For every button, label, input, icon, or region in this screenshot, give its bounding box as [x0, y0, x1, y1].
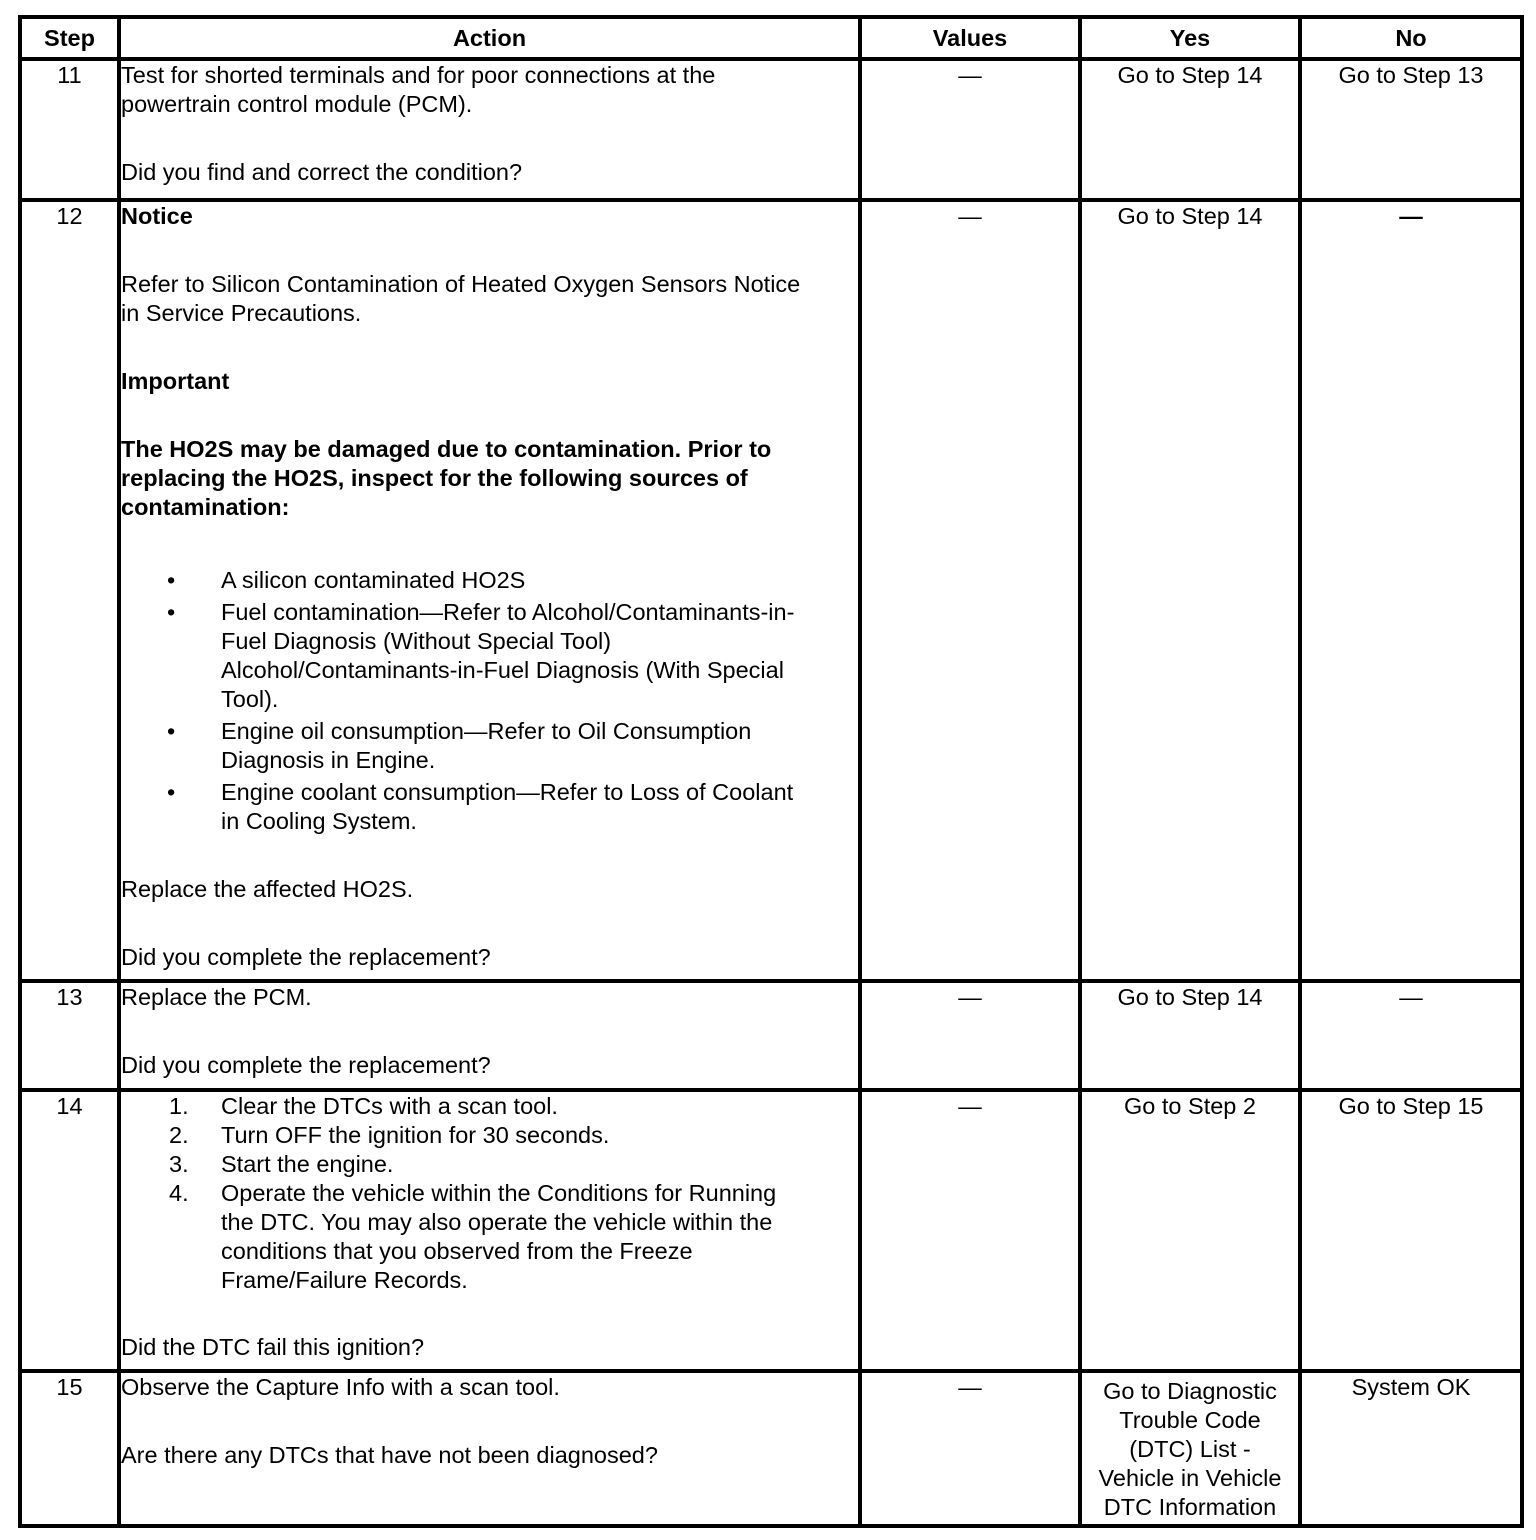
bullet-icon: • [167, 779, 176, 805]
list-item [121, 717, 858, 775]
list-item [121, 1179, 858, 1295]
no-cell: System OK [1300, 1371, 1522, 1526]
no-cell: Go to Step 13 [1300, 59, 1522, 200]
action-question: Did you complete the replacement? [121, 944, 491, 970]
values-cell: — [860, 1090, 1080, 1371]
yes-cell: Go to Step 14 [1080, 981, 1300, 1090]
yes-cell: Go to Step 2 [1080, 1090, 1300, 1371]
yes-cell: Go to Step 14 [1080, 200, 1300, 981]
action-cell [119, 1371, 860, 1526]
action-text: Test for shorted terminals and for poor connections at the [121, 62, 716, 88]
table-row-step-13 [20, 981, 1522, 1090]
action-text: powertrain control module (PCM). [121, 91, 473, 117]
yes-text: DTC Information [1103, 1494, 1277, 1520]
list-item [121, 778, 858, 836]
list-item-text: A silicon contaminated HO2S [221, 567, 526, 593]
header-row [20, 17, 1522, 59]
list-item-text: Diagnosis in Engine. [221, 747, 436, 773]
list-item-text: Start the engine. [221, 1151, 394, 1177]
notice-text: in Service Precautions. [121, 300, 362, 326]
action-cell [119, 200, 860, 981]
step-index: 4. [169, 1180, 189, 1206]
header-step: Step [20, 17, 119, 59]
step-number: 14 [20, 1090, 119, 1371]
bullet-icon: • [167, 718, 176, 744]
list-item-text: the DTC. You may also operate the vehicle within the [221, 1209, 773, 1235]
action-cell [119, 1090, 860, 1371]
yes-text: Go to Diagnostic [1103, 1378, 1277, 1404]
step-number: 12 [20, 200, 119, 981]
header-action: Action [119, 17, 860, 59]
list-item-text: Clear the DTCs with a scan tool. [221, 1093, 558, 1119]
values-cell: — [860, 981, 1080, 1090]
header-no: No [1300, 17, 1522, 59]
no-cell [1300, 200, 1522, 981]
no-value: — [1399, 203, 1423, 229]
list-item-text: Frame/Failure Records. [221, 1267, 468, 1293]
contamination-list [121, 566, 858, 836]
action-cell [119, 59, 860, 200]
important-text: The HO2S may be damaged due to contamination. Prior to [121, 436, 772, 462]
step-index: 2. [169, 1122, 189, 1148]
list-item-text: Operate the vehicle within the Conditions for Running [221, 1180, 777, 1206]
header-yes: Yes [1080, 17, 1300, 59]
table-row-step-11 [20, 59, 1522, 200]
list-item-text: Alcohol/Contaminants-in-Fuel Diagnosis (With Special [221, 657, 784, 683]
diagnostic-table [18, 15, 1524, 1528]
action-question: Did the DTC fail this ignition? [121, 1334, 425, 1360]
list-item-text: Fuel contamination—Refer to Alcohol/Contaminants-in- [221, 599, 795, 625]
yes-text: Vehicle in Vehicle [1098, 1465, 1282, 1491]
procedure-list [121, 1092, 858, 1295]
list-item-text: Engine oil consumption—Refer to Oil Consumption [221, 718, 752, 744]
important-heading: Important [121, 368, 230, 394]
list-item-text: Tool). [221, 686, 279, 712]
list-item [121, 1092, 858, 1121]
list-item [121, 566, 858, 595]
step-index: 1. [169, 1093, 189, 1119]
values-cell: — [860, 1371, 1080, 1526]
list-item [121, 1150, 858, 1179]
action-cell [119, 981, 860, 1090]
important-text: contamination: [121, 494, 290, 520]
bullet-icon: • [167, 567, 176, 593]
action-question: Are there any DTCs that have not been diagnosed? [121, 1442, 658, 1468]
yes-cell: Go to Step 14 [1080, 59, 1300, 200]
step-number: 11 [20, 59, 119, 200]
no-cell: — [1300, 981, 1522, 1090]
list-item [121, 1121, 858, 1150]
no-cell: Go to Step 15 [1300, 1090, 1522, 1371]
yes-text: Trouble Code [1119, 1407, 1261, 1433]
notice-heading: Notice [121, 203, 193, 229]
list-item [121, 598, 858, 714]
replace-text: Replace the affected HO2S. [121, 876, 414, 902]
table-row-step-12 [20, 200, 1522, 981]
header-values: Values [860, 17, 1080, 59]
list-item-text: conditions that you observed from the Freeze [221, 1238, 693, 1264]
list-item-text: Fuel Diagnosis (Without Special Tool) [221, 628, 612, 654]
list-item-text: Turn OFF the ignition for 30 seconds. [221, 1122, 610, 1148]
action-text: Observe the Capture Info with a scan tool. [121, 1374, 560, 1400]
table-row-step-15 [20, 1371, 1522, 1526]
step-number: 15 [20, 1371, 119, 1526]
table-row-step-14 [20, 1090, 1522, 1371]
list-item-text: Engine coolant consumption—Refer to Loss of Coolant [221, 779, 794, 805]
step-number: 13 [20, 981, 119, 1090]
values-cell: — [860, 200, 1080, 981]
yes-text: (DTC) List - [1129, 1436, 1251, 1462]
important-text: replacing the HO2S, inspect for the following sources of [121, 465, 748, 491]
action-question: Did you find and correct the condition? [121, 159, 523, 185]
bullet-icon: • [167, 599, 176, 625]
action-question: Did you complete the replacement? [121, 1052, 491, 1078]
list-item-text: in Cooling System. [221, 808, 417, 834]
values-cell: — [860, 59, 1080, 200]
yes-cell [1080, 1371, 1300, 1526]
step-index: 3. [169, 1151, 189, 1177]
notice-text: Refer to Silicon Contamination of Heated Oxygen Sensors Notice [121, 271, 801, 297]
action-text: Replace the PCM. [121, 984, 312, 1010]
